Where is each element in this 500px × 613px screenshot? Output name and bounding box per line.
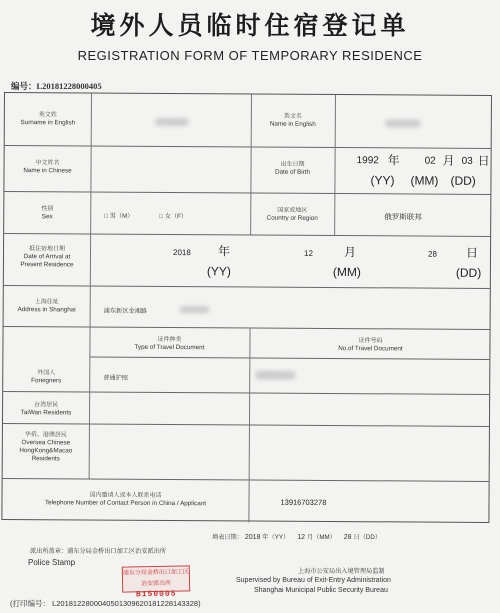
supervision-en-line1: Supervised by Bureau of Exit-Entry Administration (236, 577, 391, 584)
taiwan-label: 台湾居民 TaiWan Residents (20, 401, 72, 417)
doc-number-header: 证件号码 No.of Travel Document (338, 337, 403, 353)
doc-type-header: 证件种类 Type of Travel Document (134, 335, 205, 352)
foreigners-doc-type: 普通护照 (103, 374, 129, 382)
address-label: 上海住址 Address in Shanghai (17, 298, 76, 314)
form-title-english: REGISTRATION FORM OF TEMPORARY RESIDENCE (77, 48, 423, 63)
contact-label: 国内邀请人或本人联系电话 Telephone Number of Contact Person in China / Applicant (44, 491, 207, 508)
given-name-redacted (385, 119, 421, 127)
supervision-en-line2: Shanghai Municipal Public Security Bureau (254, 587, 388, 594)
row-divider (3, 423, 489, 427)
passport-no-redacted (255, 371, 295, 380)
female-option: □ 女（F） (159, 212, 188, 221)
address-redacted (180, 306, 210, 313)
contact-phone: 13916703278 (280, 497, 327, 507)
row-divider (5, 145, 491, 149)
row-divider (4, 326, 490, 330)
supervision-cn: 上海市公安局出入境管理局监制 (298, 568, 385, 575)
row-divider (4, 285, 490, 289)
serial-number: 编号：L20181228000405 (11, 81, 102, 91)
filing-date: 填表日期： 2018 年（YY） 12 月（MM） 28 日（DD） (212, 534, 382, 541)
police-stamp-seal: 浦东分局金桥出口加工区治安派出所 B150005 (122, 565, 190, 592)
column-divider (248, 480, 249, 523)
row-divider (89, 357, 489, 360)
row-divider (3, 391, 489, 395)
surname-label: 英文姓 Surname in English (20, 111, 76, 127)
male-option: □ 男（M） (104, 212, 134, 220)
surname-redacted (155, 118, 189, 126)
country-label: 国家或地区 Country or Region (266, 206, 318, 222)
oversea-label: 华侨、港澳居民 Oversea Chinese HongKong&Macao Residents (19, 431, 73, 463)
foreigners-label: 外国人 Foreigners (31, 369, 62, 385)
dob-value: 1992 年 02 月 03 日 (YY) (MM) (DD) (356, 153, 490, 188)
print-number: (打印编号： L201812280004050130962018122814332​8) (10, 599, 201, 608)
given-name-label: 英文名 Name in English (269, 112, 316, 128)
sex-label: 性别 Sex (41, 205, 54, 221)
form-title-chinese: 境外人员临时住宿登记单 (90, 11, 410, 40)
row-divider (3, 478, 489, 482)
dob-label: 出生日期 Date of Birth (274, 160, 311, 176)
police-stamp-label: Police Stamp (28, 558, 76, 567)
arrival-label: 抵住宿地日期 Date of Arrival at Present Residence (20, 245, 74, 269)
country-value: 俄罗斯联邦 (384, 212, 422, 222)
address-value: 浦东新区金湘路 (103, 307, 147, 315)
police-station: 派出所盖章：浦东分局金桥出口加工区治安派出所 (30, 548, 167, 555)
arrival-value: 2018 年 12 月 28 日 (YY) (MM) (DD) (172, 244, 482, 280)
row-divider (4, 191, 490, 195)
row-divider (4, 233, 490, 237)
registration-table (1, 92, 492, 523)
chinese-name-label: 中文姓名 Name in Chinese (23, 159, 72, 175)
